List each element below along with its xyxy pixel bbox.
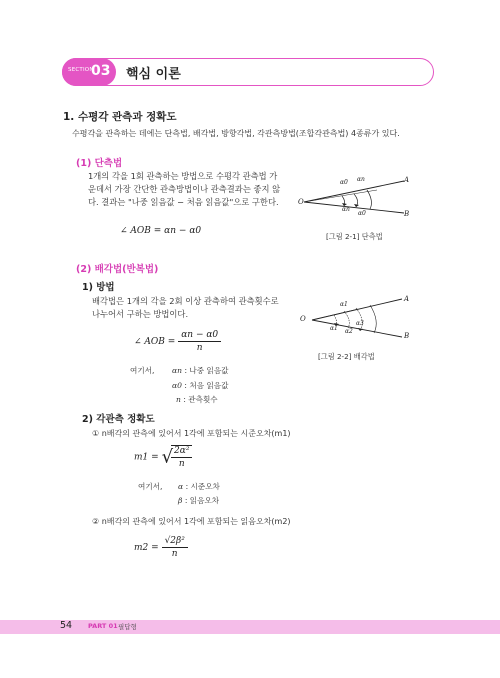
repetition-formula-lhs: ∠ AOB <box>134 337 165 347</box>
section-number: 03 <box>91 63 111 79</box>
fig2-label-o: O <box>300 315 306 323</box>
fig1-label-b: B <box>404 210 410 218</box>
subsection-title-repetition: (2) 배각법(반복법) <box>76 264 159 275</box>
accuracy-item-2: ② n배각의 관측에 있어서 1각에 포함되는 읽음오차(m2) <box>92 517 291 526</box>
footer-bar <box>0 620 500 634</box>
arc-outer <box>367 190 371 209</box>
subsection-title-single: (1) 단측법 <box>76 158 123 169</box>
def-row-alpha <box>178 481 220 492</box>
arc-2 <box>344 311 349 328</box>
def-symbol: α0 <box>172 381 182 390</box>
f1-lhs: m1 <box>134 452 149 463</box>
fig2-label-a2-bottom: α2 <box>345 328 353 335</box>
where-label-2: 여기서, <box>138 482 163 491</box>
def-row-3 <box>176 394 218 405</box>
repetition-formula: ∠ AOB = $\frac{\alpha n - \alpha 0}{n}$ <box>134 330 221 353</box>
fig1-label-an-top: αn <box>357 176 365 183</box>
where-label-1: 여기서, <box>130 366 155 375</box>
fig2-label-a3: α3 <box>356 320 364 327</box>
fig1-label-an-bottom: αn <box>342 206 350 213</box>
method-title: 1) 방법 <box>82 282 115 293</box>
def-symbol: αn <box>172 366 183 375</box>
reading-error-formula: m2 = $\frac{\text{√2β²}}{n}$ <box>134 536 188 559</box>
ray-mid <box>304 190 377 202</box>
section-title: 핵심 이론 <box>126 67 181 82</box>
fig2-label-a1-bottom: α1 <box>330 325 338 332</box>
accuracy-item-1: ① n배각의 관측에 있어서 1각에 포함되는 시준오차(m1) <box>92 429 291 438</box>
section-badge <box>62 58 116 86</box>
f1-denominator: n <box>178 459 185 469</box>
repetition-formula-denominator: n <box>196 343 203 353</box>
def-row-beta <box>178 495 219 506</box>
fig1-label-a0-bottom: α0 <box>358 210 366 217</box>
single-line-1: 1개의 각을 1회 관측하는 방법으로 수평각 관측법 가 <box>88 171 278 181</box>
ray-ob <box>304 202 404 213</box>
def-text: : 시준오차 <box>185 482 220 491</box>
def-symbol: β <box>178 496 183 505</box>
fig2-label-b: B <box>404 332 410 340</box>
single-formula-lhs: ∠ AOB <box>120 226 151 236</box>
single-line-3: 다. 결과는 "나중 읽음값 − 처음 읽음값"으로 구한다. <box>88 197 279 207</box>
f2-denominator: n <box>171 549 178 559</box>
f1-numerator: 2α² <box>171 446 192 458</box>
def-text: : 나중 읽음값 <box>184 366 229 375</box>
single-formula <box>120 226 201 236</box>
single-description <box>88 170 308 209</box>
page-number: 54 <box>60 620 73 631</box>
fig2-label-a1-top: α1 <box>340 301 348 308</box>
arrowhead-2 <box>358 328 363 331</box>
arrowhead-2 <box>354 204 359 207</box>
fig1-label-a: A <box>404 176 410 184</box>
intro-text: 수평각을 관측하는 데에는 단측법, 배각법, 방향각법, 각관측방법(조합각관측법) 4종류가 있다. <box>72 129 400 138</box>
repetition-formula-numerator: αn − α0 <box>178 330 221 342</box>
f2-lhs: m2 <box>134 543 149 553</box>
accuracy-title: 2) 각관측 정확도 <box>82 414 155 425</box>
method-line-1: 배각법은 1개의 각을 2회 이상 관측하여 관측횟수로 <box>92 296 279 306</box>
method-description <box>92 295 312 321</box>
def-row-2 <box>172 380 228 391</box>
arc-4 <box>370 305 376 333</box>
single-line-2: 운데서 가장 간단한 관측방법이나 관측결과는 좋지 않 <box>88 184 281 194</box>
ray-mid <box>312 309 358 320</box>
def-symbol: α <box>178 482 184 491</box>
heading-1: 1. 수평각 관측과 정확도 <box>63 111 177 123</box>
figure-caption-single: [그림 2-1] 단측법 <box>326 232 383 241</box>
def-row-1 <box>172 365 229 376</box>
def-text: : 관측횟수 <box>183 395 218 404</box>
footer-subtitle: 필답형 <box>118 623 137 631</box>
def-text: : 처음 읽음값 <box>184 381 229 390</box>
fig1-label-o: O <box>298 198 304 206</box>
fig1-label-a0-top: α0 <box>340 179 348 186</box>
method-line-2: 나누어서 구하는 방법이다. <box>92 309 189 319</box>
f2-numerator: √2β² <box>162 536 188 548</box>
footer-part: PART 01 <box>88 622 118 630</box>
section-header-bar <box>62 58 434 86</box>
single-formula-rhs: = αn − α0 <box>153 226 202 236</box>
section-label: SECTION <box>68 67 94 73</box>
figure-caption-repetition: [그림 2-2] 배각법 <box>318 352 375 361</box>
ray-oa <box>304 181 404 202</box>
sighting-error-formula: m1 = √ $\frac{\text{2α²}}{n}$ <box>134 445 192 469</box>
def-symbol: n <box>176 395 181 404</box>
fig2-label-a: A <box>404 295 410 303</box>
def-text: : 읽음오차 <box>184 496 220 505</box>
